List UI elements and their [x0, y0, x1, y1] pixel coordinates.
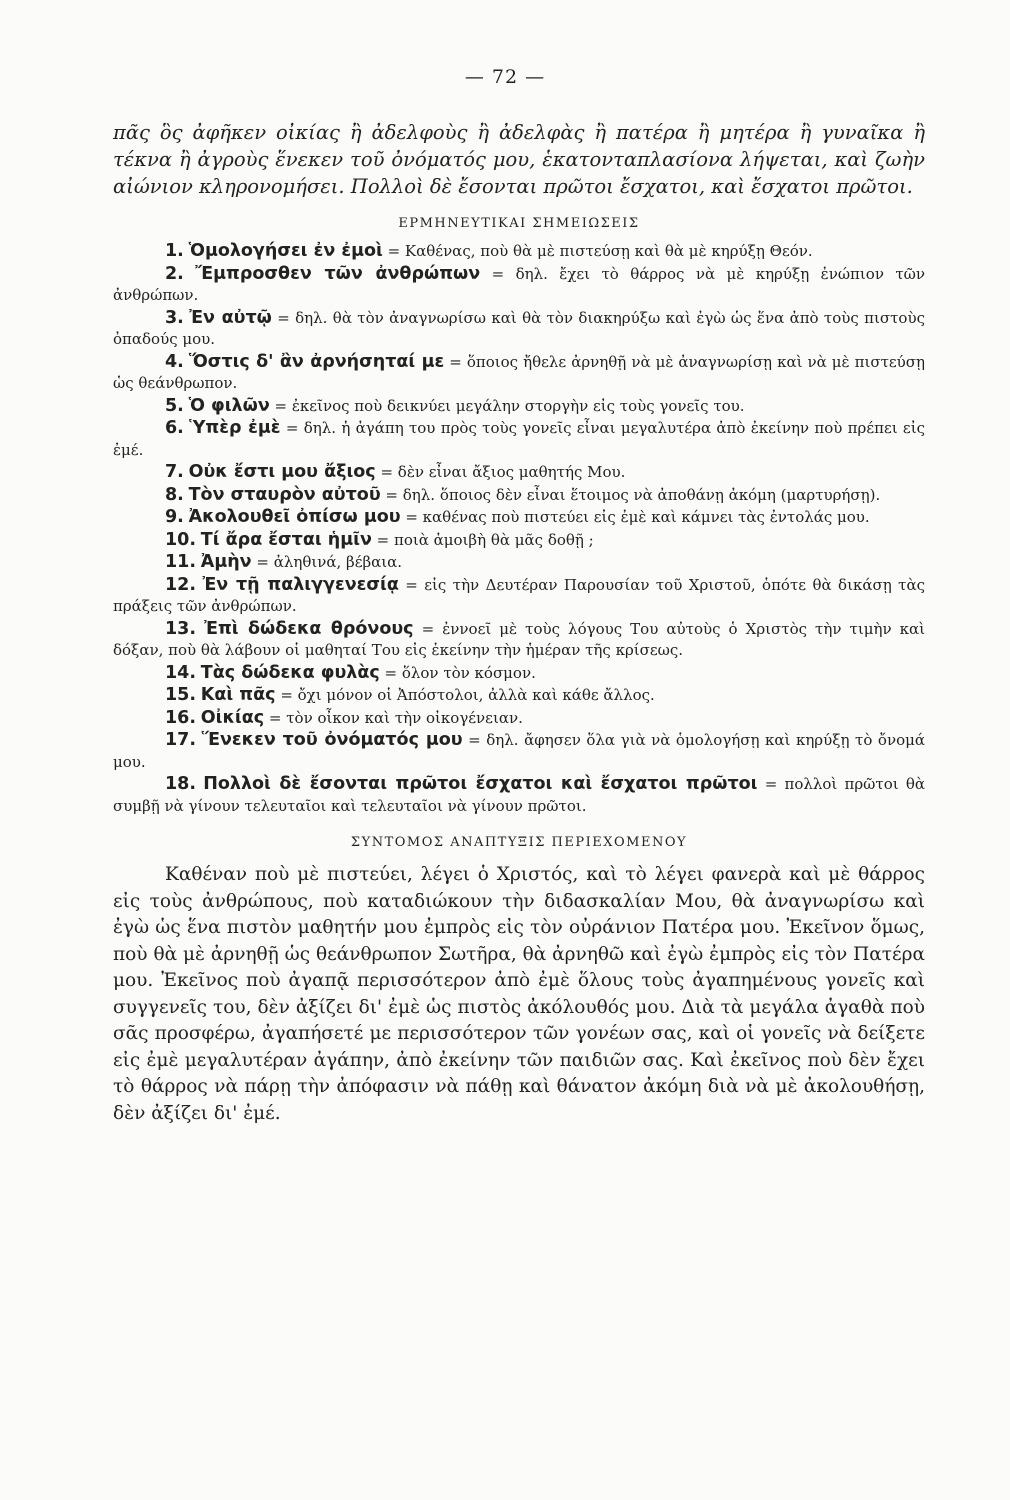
note-number: 9. — [165, 507, 184, 527]
note-item — [113, 462, 925, 484]
note-text: = Καθένας, ποὺ θὰ μὲ πιστεύσῃ καὶ θὰ μὲ κηρύξῃ Θεόν. — [387, 242, 813, 260]
note-text: = εἰς τὴν Δευτέραν Παρουσίαν τοῦ Χριστοῦ, ὁπότε θὰ δικάσῃ τὰς πράξεις τῶν ἀνθρώπων. — [113, 575, 925, 615]
note-number: 17. — [165, 730, 197, 750]
note-item — [113, 507, 925, 529]
note-text: = δηλ. ὅποιος δὲν εἶναι ἕτοιμος νὰ ἀποθάνῃ ἀκόμη (μαρτυρήσῃ). — [385, 485, 881, 504]
note-item — [113, 552, 925, 574]
note-item — [113, 575, 925, 618]
note-term: Ἐν τῇ παλιγγενεσίᾳ — [202, 574, 399, 595]
note-number: 8. — [165, 484, 184, 505]
note-number: 5. — [165, 395, 184, 416]
note-text: = ὄχι μόνον οἱ Ἀπόστολοι, ἀλλὰ καὶ κάθε ἄλλος. — [280, 686, 655, 704]
note-item — [113, 308, 925, 351]
note-item — [113, 352, 925, 395]
note-item — [113, 418, 925, 461]
note-number: 18. — [165, 774, 197, 794]
note-item — [113, 708, 925, 730]
note-term: Οἰκίας — [200, 707, 265, 728]
note-term: Καὶ πᾶς — [200, 685, 276, 705]
note-item — [113, 264, 925, 307]
note-number: 11. — [165, 552, 197, 572]
note-number: 7. — [165, 462, 184, 482]
note-number: 15. — [165, 685, 197, 705]
note-text: = δὲν εἶναι ἄξιος μαθητής Μου. — [380, 463, 626, 481]
text-column — [113, 119, 925, 1127]
note-text: = δηλ. ἔχει τὸ θάρρος νὰ μὲ κηρύξῃ ἐνώπιον τῶν ἀνθρώπων. — [113, 264, 925, 304]
verse-text: πᾶς ὃς ἀφῆκεν οἰκίας ἢ ἀδελφοὺς ἢ ἀδελφὰς ἢ πατέρα ἢ μητέρα ἢ γυναῖκα ἢ τέκνα ἢ ἀγροὺς ἕνεκεν τοῦ ὀνόματός μου, ἑκατονταπλασίονα λήψεται, καὶ ζωὴν αἰώνιον κληρονομήσει. Πολλοὶ δὲ ἔσονται πρῶτοι ἔσχατοι, καὶ ἔσχατοι πρῶτοι. — [113, 121, 925, 198]
note-number: 14. — [165, 662, 197, 683]
notes-heading: ΕΡΜΗΝΕΥΤΙΚΑΙ ΣΗΜΕΙΩΣΕΙΣ — [398, 216, 640, 231]
page-number: — 72 — — [464, 66, 546, 88]
note-term: Ἀμὴν — [200, 552, 252, 572]
note-text: = ἐννοεῖ μὲ τοὺς λόγους Του αὐτοὺς ὁ Χριστὸς τὴν τιμὴν καὶ δόξαν, ποὺ θὰ λάβουν οἱ μαθηταί Του εἰς ἐκείνην τὴν ἡμέραν τῆς κρίσεως. — [113, 619, 926, 659]
note-number: 13. — [165, 618, 197, 639]
summary-text: Καθέναν ποὺ μὲ πιστεύει, λέγει ὁ Χριστός, καὶ τὸ λέγει φανερὰ καὶ μὲ θάρρος εἰς τοὺς ἀνθρώπους, ποὺ καταδιώκουν τὴν διδασκαλίαν Μου, θὰ ἀναγνωρίσω καὶ ἐγὼ ὡς ἕνα πιστὸν μαθητήν μου ἐμπρὸς εἰς τὸν οὐράνιον Πατέρα μου. Ἐκεῖνον ὅμως, ποὺ θὰ μὲ ἀρνηθῇ ὡς θεάνθρωπον Σωτῆρα, θὰ ἀρνηθῶ καὶ ἐγὼ ἐμπρὸς εἰς τὸν Πατέρα μου. Ἐκεῖνος ποὺ ἀγαπᾷ περισσότερον ἀπὸ ἐμὲ ὅλους τοὺς ἀγαπημένους γονεῖς καὶ συγγενεῖς του, δὲν ἀξίζει δι' ἐμὲ ὡς πιστὸς ἀκόλουθός μου. Διὰ τὰ μεγάλα ἀγαθὰ ποὺ σᾶς προσφέρω, ἀγαπήσετέ με περισσότερον τῶν γονέων σας, καὶ οἱ γονεῖς νὰ δείξετε εἰς ἐμὲ μεγαλυτέραν ἀγάπην, ἀπὸ ἐκείνην τῶν παιδιῶν σας. Καὶ ἐκεῖνος ποὺ δὲν ἔχει τὸ θάρρος νὰ πάρῃ τὴν ἀπόφασιν νὰ πάθῃ καὶ θάνατον ἀκόμη διὰ νὰ μὲ ἀκολουθήσῃ, δὲν ἀξίζει δι' ἐμέ. — [113, 864, 925, 1124]
note-text: = ὅλον τὸν κόσμον. — [384, 663, 536, 682]
notes-list — [113, 241, 925, 817]
note-text: = τὸν οἶκον καὶ τὴν οἰκογένειαν. — [268, 708, 523, 727]
note-text: = πολλοὶ πρῶτοι θὰ συμβῇ νὰ γίνουν τελευταῖοι καὶ τελευταῖοι νὰ γίνουν πρῶτοι. — [113, 775, 925, 815]
note-term: Οὐκ ἔστι μου ἄξιος — [188, 462, 376, 482]
note-term: Ὁμολογήσει ἐν ἐμοὶ — [188, 241, 383, 261]
note-item — [113, 396, 925, 418]
note-text: = δηλ. ἄφησεν ὅλα γιὰ νὰ ὁμολογήσῃ καὶ κηρύξῃ τὸ ὄνομά μου. — [113, 731, 925, 771]
note-item — [113, 530, 925, 552]
note-term: Ἀκολουθεῖ ὀπίσω μου — [188, 507, 401, 527]
summary-heading: ΣΥΝΤΟΜΟΣ ΑΝΑΠΤΥΞΙΣ ΠΕΡΙΕΧΟΜΕΝΟΥ — [350, 835, 688, 850]
note-text: = ὅποιος ἤθελε ἀρνηθῇ νὰ μὲ ἀναγνωρίσῃ καὶ νὰ μὲ πιστεύσῃ ὡς θεάνθρωπον. — [113, 352, 926, 392]
note-text: = ἐκεῖνος ποὺ δεικνύει μεγάλην στοργὴν εἰς τοὺς γονεῖς του. — [274, 396, 745, 415]
note-number: 16. — [165, 707, 197, 728]
note-term: Τί ἄρα ἔσται ἡμῖν — [200, 529, 372, 550]
note-number: 1. — [165, 241, 184, 261]
note-term: Ἔμπροσθεν τῶν ἀνθρώπων — [195, 263, 481, 284]
note-number: 6. — [165, 418, 184, 438]
note-term: Πολλοὶ δὲ ἔσονται πρῶτοι ἔσχατοι καὶ ἔσχατοι πρῶτοι — [203, 774, 758, 794]
note-item — [113, 485, 925, 507]
note-text: = καθένας ποὺ πιστεύει εἰς ἐμὲ καὶ κάμνει τὰς ἐντολάς μου. — [405, 508, 870, 526]
note-term: Ἐν αὐτῷ — [189, 307, 272, 328]
note-text: = δηλ. ἡ ἀγάπη του πρὸς τοὺς γονεῖς εἶναι μεγαλυτέρα ἀπὸ ἐκείνην ποὺ πρέπει εἰς ἐμέ. — [113, 419, 925, 459]
note-number: 12. — [165, 574, 197, 595]
note-term: Ὁ φιλῶν — [188, 395, 270, 416]
note-item — [113, 685, 925, 707]
note-text: = ἀληθινά, βέβαια. — [256, 553, 403, 571]
note-number: 10. — [165, 529, 197, 550]
verse-passage — [113, 119, 925, 200]
note-item — [113, 663, 925, 685]
note-text: = ποιὰ ἀμοιβὴ θὰ μᾶς δοθῇ ; — [376, 530, 594, 549]
note-term: Τὸν σταυρὸν αὐτοῦ — [188, 484, 381, 505]
note-item — [113, 241, 925, 263]
note-item — [113, 619, 925, 662]
note-text: = δηλ. θὰ τὸν ἀναγνωρίσω καὶ θὰ τὸν διακηρύξω καὶ ἐγὼ ὡς ἕνα ἀπὸ τοὺς πιστοὺς ὀπαδούς μου. — [113, 308, 925, 348]
note-number: 2. — [165, 263, 184, 284]
note-item — [113, 730, 925, 773]
note-term: Ἕνεκεν τοῦ ὀνόματός μου — [201, 730, 463, 750]
note-number: 4. — [165, 351, 184, 372]
note-term: Ὅστις δ' ἂν ἀρνήσηταί με — [188, 351, 445, 372]
note-term: Τὰς δώδεκα φυλὰς — [200, 662, 380, 683]
note-number: 3. — [165, 307, 184, 328]
note-term: Ἐπὶ δώδεκα θρόνους — [204, 618, 414, 639]
note-term: Ὑπὲρ ἐμὲ — [189, 418, 281, 438]
note-item — [113, 774, 925, 817]
summary-section — [113, 862, 925, 1127]
